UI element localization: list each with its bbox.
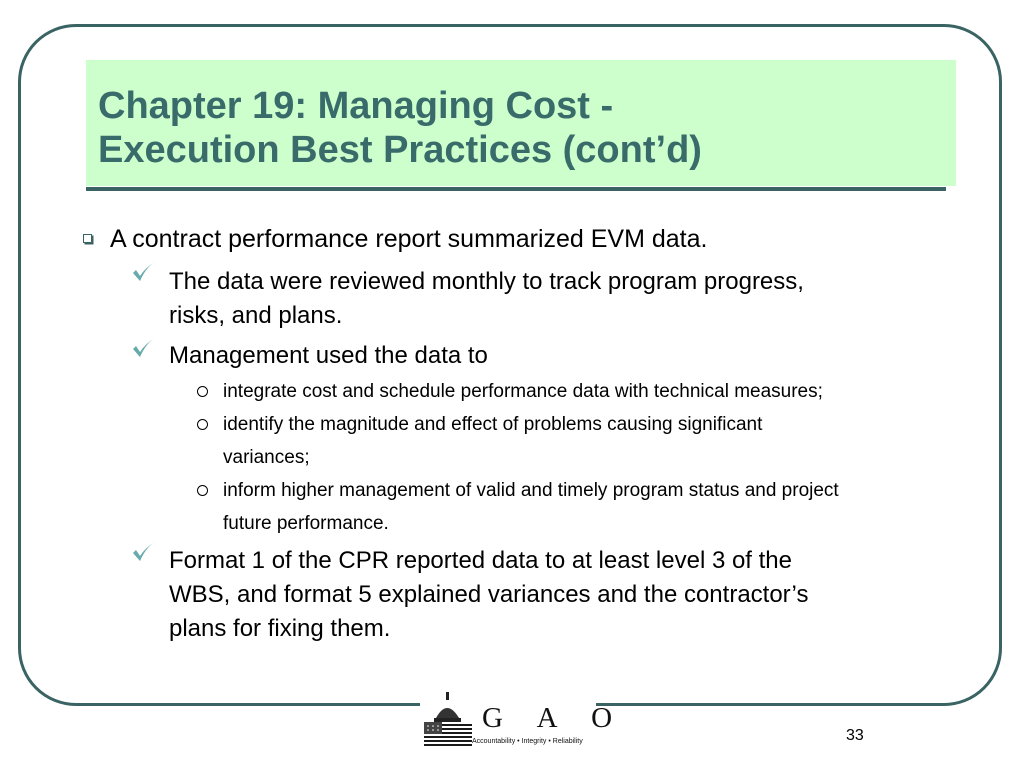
checkmark-icon xyxy=(130,258,158,286)
checkmark-icon xyxy=(130,538,158,566)
circle-bullet-icon xyxy=(197,485,208,496)
page-number: 33 xyxy=(846,727,864,744)
title-line-1: Chapter 19: Managing Cost - xyxy=(98,85,614,127)
sub-sub-bullet-3-line-1: inform higher management of valid and timely program status and project xyxy=(223,480,839,501)
sub-sub-bullet-3-line-2: future performance. xyxy=(223,513,389,534)
title-line-2: Execution Best Practices (cont’d) xyxy=(98,129,702,171)
logo-tagline: Accountability • Integrity • Reliability xyxy=(472,738,583,745)
sub-sub-bullet-1: integrate cost and schedule performance data with technical measures; xyxy=(223,381,823,402)
circle-bullet-icon xyxy=(197,419,208,430)
capitol-dome-icon xyxy=(422,692,474,750)
sub-bullet-1-line-1: The data were reviewed monthly to track program progress, xyxy=(169,268,804,295)
sub-bullet-3-line-2: WBS, and format 5 explained variances and the contractor’s xyxy=(169,581,809,608)
square-bullet-icon xyxy=(83,234,92,243)
sub-sub-bullet-2-line-2: variances; xyxy=(223,447,310,468)
sub-sub-bullet-2-line-1: identify the magnitude and effect of problems causing significant xyxy=(223,414,763,435)
sub-bullet-1-line-2: risks, and plans. xyxy=(169,302,343,329)
sub-bullet-3-line-1: Format 1 of the CPR reported data to at least level 3 of the xyxy=(169,547,793,574)
sub-bullet-3-line-3: plans for fixing them. xyxy=(169,615,391,642)
sub-bullet-2-line-1: Management used the data to xyxy=(169,342,488,369)
logo-letters: G A O xyxy=(482,702,627,734)
bullet-main: A contract performance report summarized EVM data. xyxy=(110,225,708,253)
gao-logo xyxy=(420,690,627,752)
circle-bullet-icon xyxy=(197,386,208,397)
checkmark-icon xyxy=(130,334,158,362)
